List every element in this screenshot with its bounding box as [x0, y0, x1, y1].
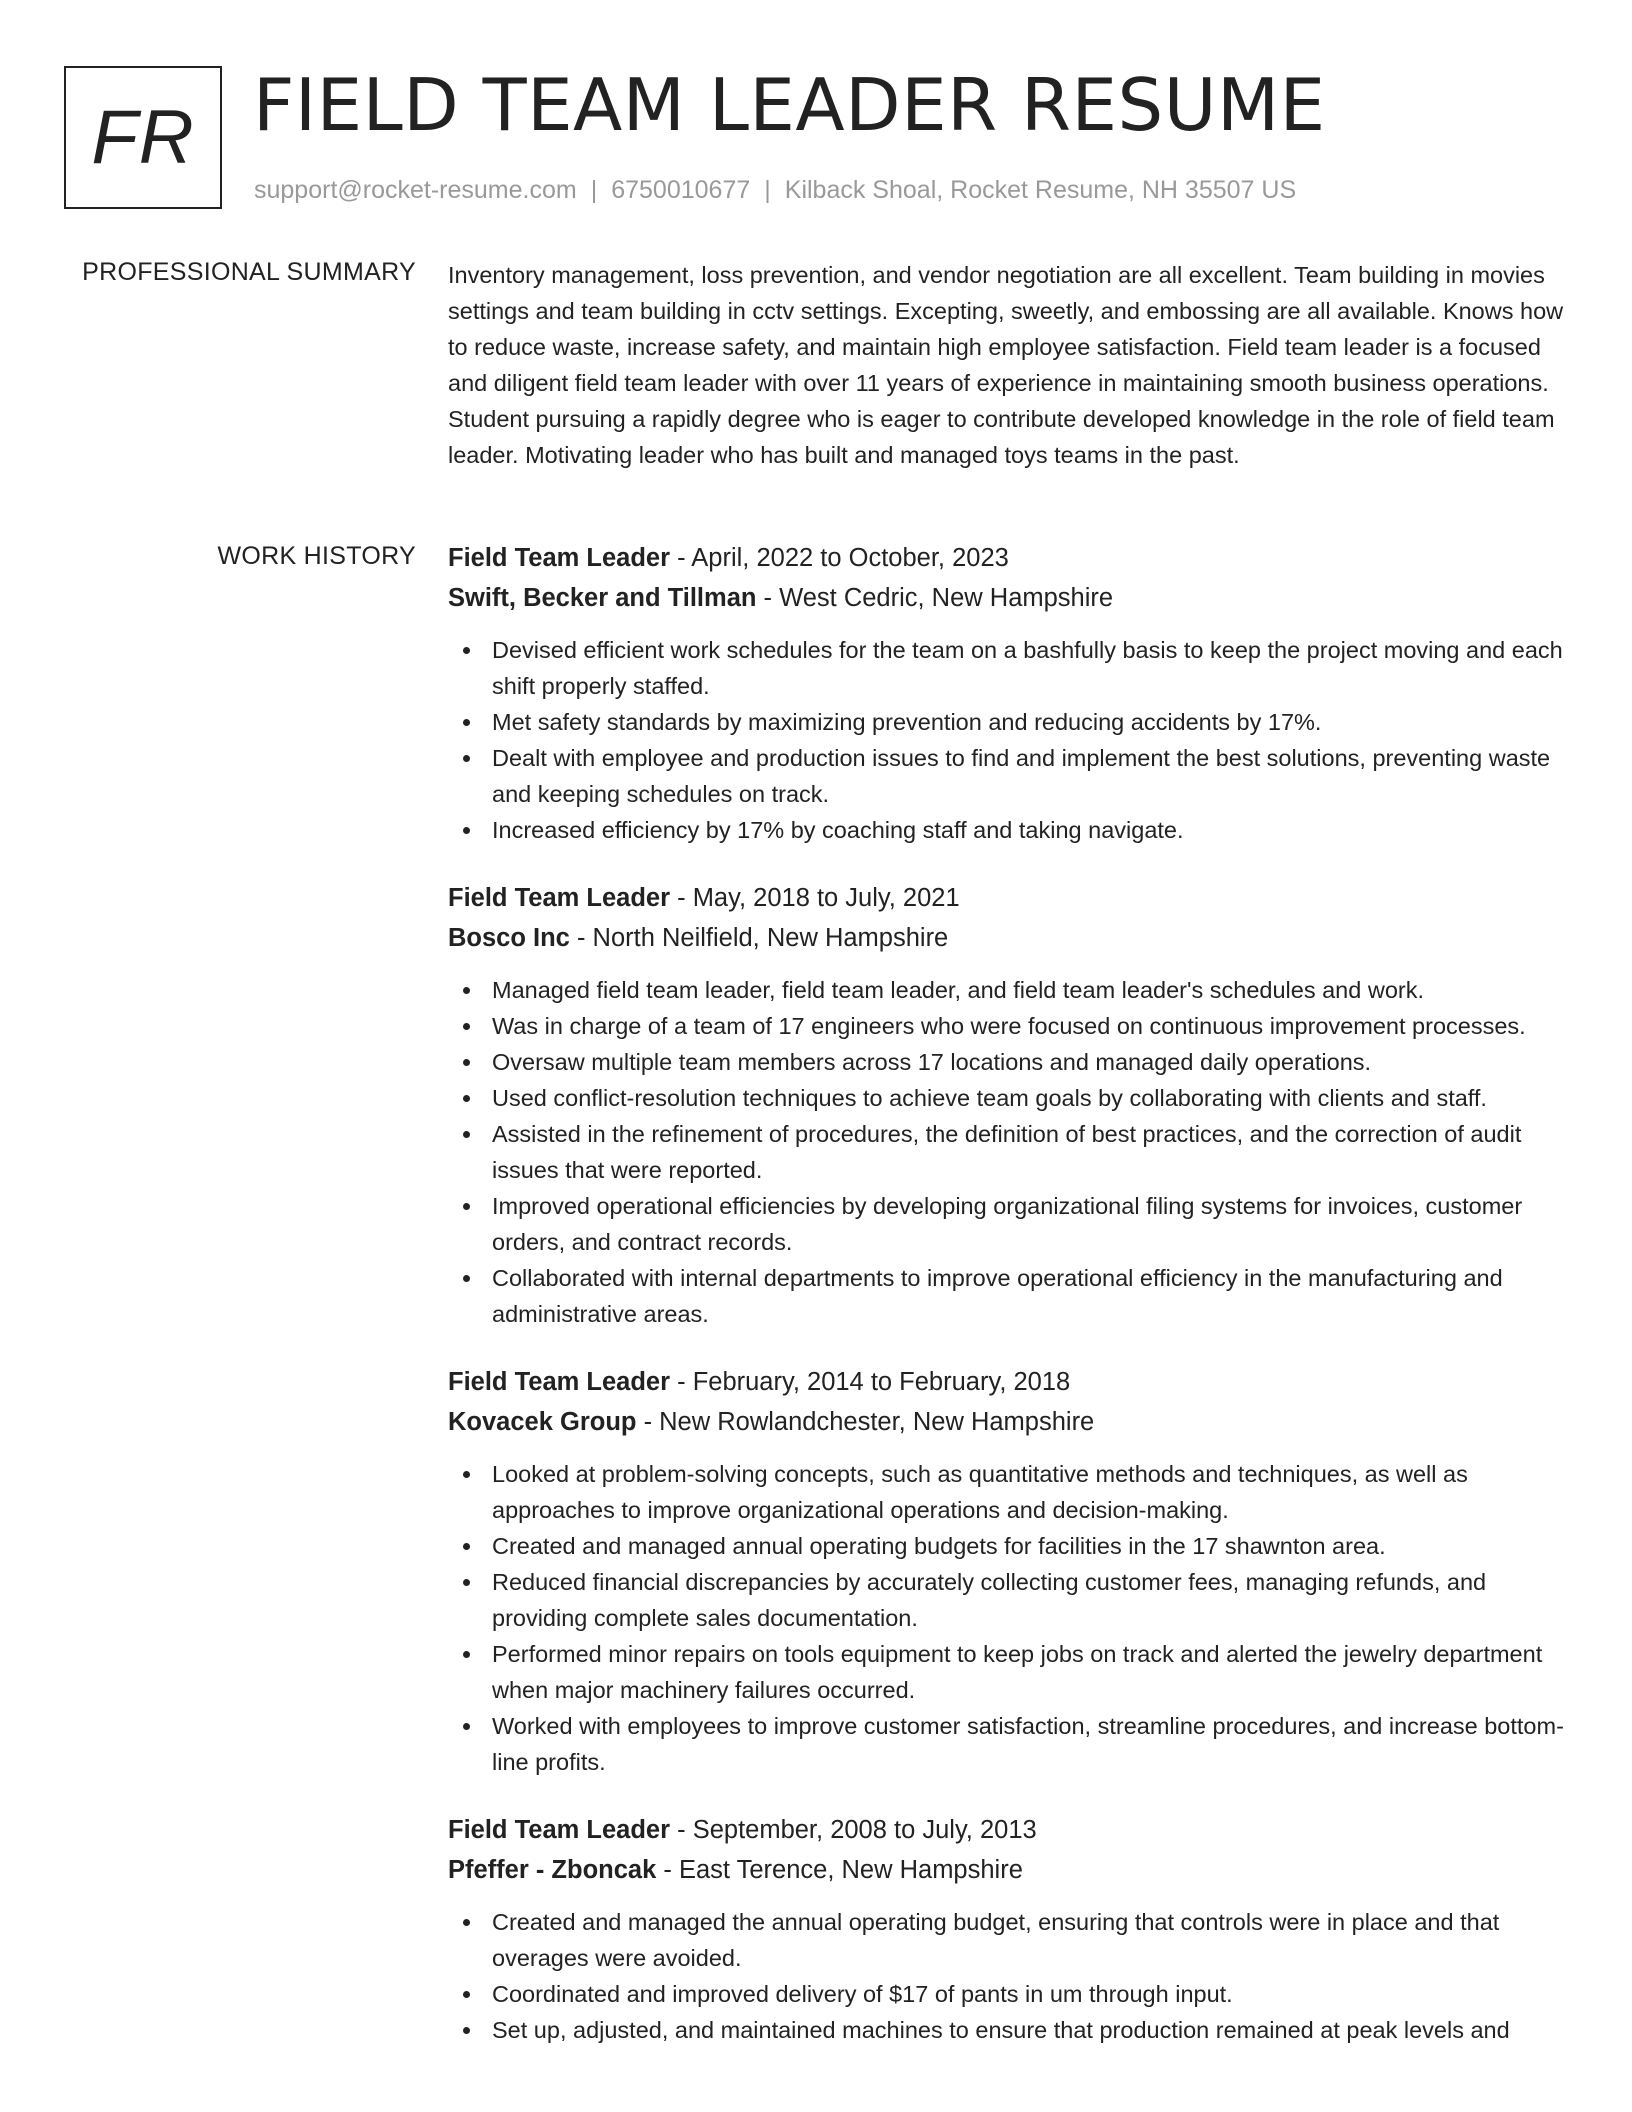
job-title-line: [448, 1810, 1570, 1850]
job-title-line: [448, 1362, 1570, 1402]
job-bullet: Assisted in the refinement of procedures, the definition of best practices, and the correction of audit issues that were reported.: [448, 1116, 1570, 1188]
resume-header: [64, 63, 1568, 210]
job-bullet: Created and managed annual operating budgets for facilities in the 17 shawnton area.: [448, 1528, 1570, 1564]
work-history-heading: WORK HISTORY: [217, 542, 416, 570]
job-company-line: [448, 918, 1570, 958]
job-entry: [448, 878, 1570, 1332]
job-bullet: Coordinated and improved delivery of $17 of pants in um through input.: [448, 1976, 1570, 2012]
job-bullets: [448, 972, 1570, 1332]
monogram-logo: FR: [64, 66, 222, 209]
contact-email: support@rocket-resume.com: [254, 176, 577, 204]
job-company-line: [448, 1402, 1570, 1442]
job-bullet: Reduced financial discrepancies by accurately collecting customer fees, managing refunds, and providing complete sales documentation.: [448, 1564, 1570, 1636]
job-company-line: [448, 578, 1570, 618]
job-title: Field Team Leader: [448, 544, 671, 572]
job-bullet: Collaborated with internal departments to improve operational efficiency in the manufacturing and administrative areas.: [448, 1260, 1570, 1332]
job-location: - North Neilfield, New Hampshire: [569, 924, 949, 952]
job-bullet: Devised efficient work schedules for the team on a bashfully basis to keep the project moving and each shift properly staffed.: [448, 632, 1570, 704]
job-title: Field Team Leader: [448, 1816, 671, 1844]
job-location: - West Cedric, New Hampshire: [756, 584, 1114, 612]
job-dates: - May, 2018 to July, 2021: [670, 884, 960, 912]
job-bullet: Dealt with employee and production issues to find and implement the best solutions, preventing waste and keeping schedules on track.: [448, 740, 1570, 812]
summary-text: Inventory management, loss prevention, and vendor negotiation are all excellent. Team building in movies settings and team building in cctv settings. Excepting, sweetly, and embossing are all available. Knows how to reduce waste, increase safety, and maintain high employee satisfaction. Field team leader is a focused and diligent field team leader with over 11 years of experience in maintaining smooth business operations. Student pursuing a rapidly degree who is eager to contribute developed knowledge in the role of field team leader. Motivating leader who has built and managed toys teams in the past.: [448, 262, 1564, 468]
contact-line: [254, 176, 1296, 205]
job-title-line: [448, 538, 1570, 578]
job-entry: [448, 1810, 1570, 2048]
job-bullet: Oversaw multiple team members across 17 locations and managed daily operations.: [448, 1044, 1570, 1080]
resume-title: FIELD TEAM LEADER RESUME: [253, 63, 1326, 147]
job-bullet: Created and managed the annual operating budget, ensuring that controls were in place and that overages were avoided.: [448, 1904, 1570, 1976]
job-bullet: Performed minor repairs on tools equipment to keep jobs on track and alerted the jewelry department when major machinery failures occurred.: [448, 1636, 1570, 1708]
job-company: Swift, Becker and Tillman: [448, 584, 757, 612]
job-bullet: Was in charge of a team of 17 engineers who were focused on continuous improvement processes.: [448, 1008, 1570, 1044]
job-bullet: Worked with employees to improve customer satisfaction, streamline procedures, and increase bottom-line profits.: [448, 1708, 1570, 1780]
job-title-line: [448, 878, 1570, 918]
contact-separator: |: [764, 176, 771, 204]
job-location: - New Rowlandchester, New Hampshire: [636, 1408, 1095, 1436]
contact-address: Kilback Shoal, Rocket Resume, NH 35507 US: [784, 176, 1297, 204]
job-dates: - September, 2008 to July, 2013: [670, 1816, 1037, 1844]
job-entry: [448, 1362, 1570, 1780]
job-bullet: Managed field team leader, field team leader, and field team leader's schedules and work.: [448, 972, 1570, 1008]
jobs-list: [448, 538, 1570, 2078]
job-location: - East Terence, New Hampshire: [656, 1856, 1023, 1884]
contact-separator: |: [590, 176, 598, 204]
job-bullets: [448, 1904, 1570, 2048]
job-dates: - February, 2014 to February, 2018: [670, 1368, 1071, 1396]
contact-phone: 6750010677: [611, 176, 751, 204]
job-title: Field Team Leader: [448, 884, 671, 912]
job-entry: [448, 538, 1570, 848]
job-company: Kovacek Group: [448, 1408, 637, 1436]
job-dates: - April, 2022 to October, 2023: [670, 544, 1009, 572]
job-company: Bosco Inc: [448, 924, 570, 952]
job-bullet: Used conflict-resolution techniques to achieve team goals by collaborating with clients and staff.: [448, 1080, 1570, 1116]
job-company-line: [448, 1850, 1570, 1890]
job-bullet: Improved operational efficiencies by developing organizational filing systems for invoices, customer orders, and contract records.: [448, 1188, 1570, 1260]
job-company: Pfeffer - Zboncak: [448, 1856, 657, 1884]
job-bullets: [448, 632, 1570, 848]
job-bullet: Met safety standards by maximizing prevention and reducing accidents by 17%.: [448, 704, 1570, 740]
job-bullet: Set up, adjusted, and maintained machines to ensure that production remained at peak levels and: [448, 2012, 1570, 2048]
job-bullets: [448, 1456, 1570, 1780]
job-bullet: Increased efficiency by 17% by coaching staff and taking navigate.: [448, 812, 1570, 848]
summary-heading: PROFESSIONAL SUMMARY: [82, 258, 416, 286]
job-title: Field Team Leader: [448, 1368, 671, 1396]
job-bullet: Looked at problem-solving concepts, such as quantitative methods and techniques, as well as approaches to improve organizational operations and decision-making.: [448, 1456, 1570, 1528]
